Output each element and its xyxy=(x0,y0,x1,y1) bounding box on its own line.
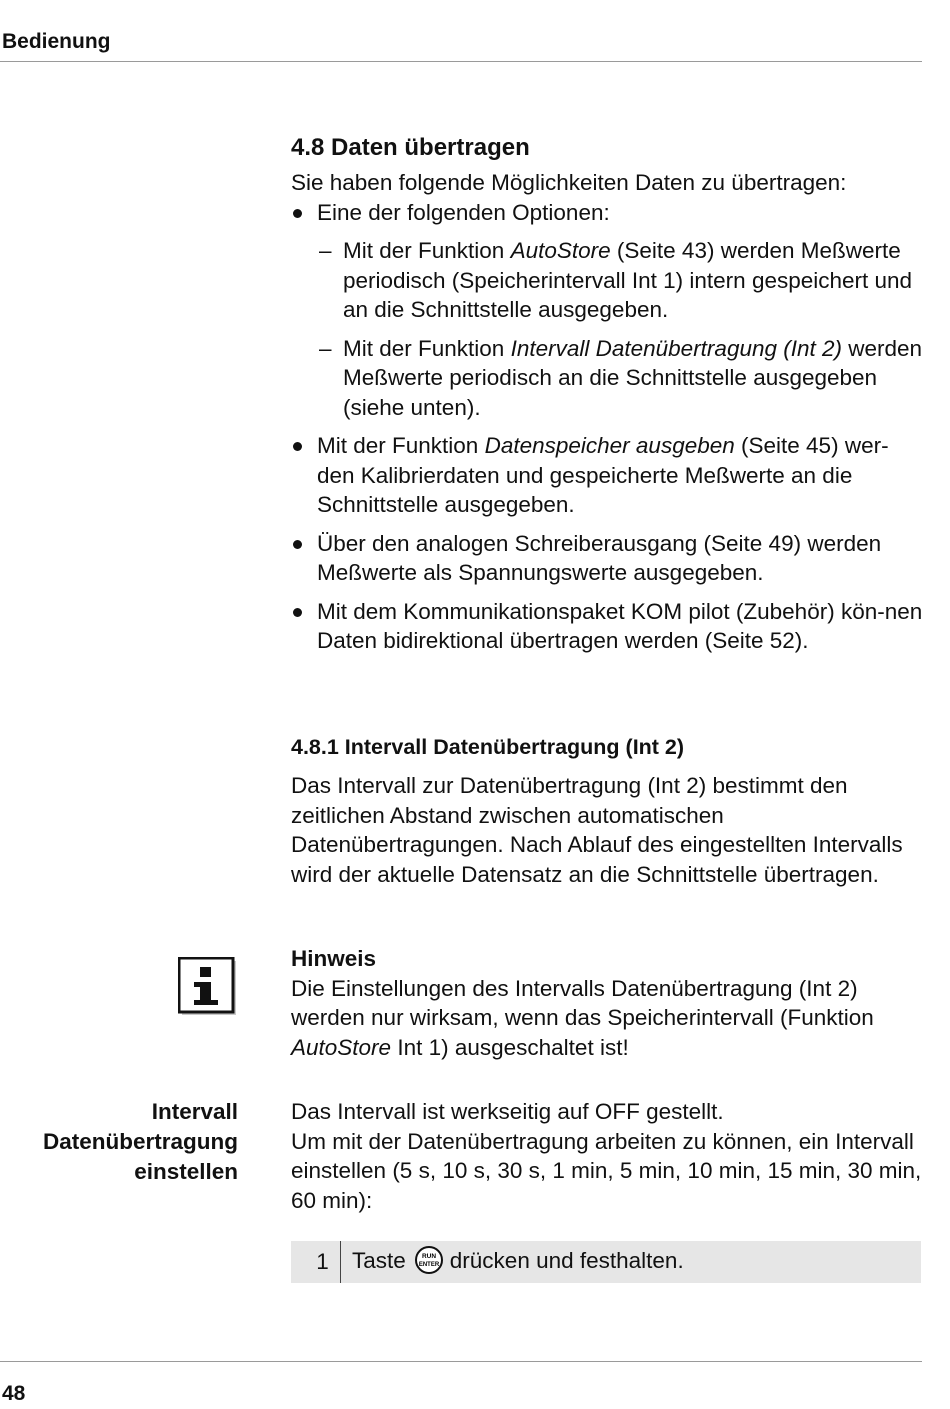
step-text-pre: Taste xyxy=(352,1248,406,1273)
run-enter-key-icon xyxy=(414,1245,444,1275)
list-item: Eine der folgenden Optionen: xyxy=(291,198,923,228)
note-text xyxy=(291,974,923,1063)
setting-line: Das Intervall ist werkseitig auf OFF gestellt. xyxy=(291,1099,724,1124)
section-4-8-1 xyxy=(291,732,923,889)
section-heading: 4.8 Daten übertragen xyxy=(291,134,530,161)
key-label-top: RUN xyxy=(421,1253,436,1261)
list-item: Mit dem Kommunikationspaket KOM pilot (Zubehör) kön-nen Daten bidirektional übertragen werden (Seite 52). xyxy=(291,597,923,656)
text: werden Meßwerte periodisch an die Schnittstelle ausgegeben (siehe unten). xyxy=(343,335,923,420)
list-item xyxy=(291,236,923,325)
emphasis: Datenspeicher ausgeben xyxy=(484,433,735,458)
step-number: 1 xyxy=(291,1241,341,1283)
text: (Seite 43) werden Meßwerte periodisch (Speicherintervall Int 1) intern gespeichert und an die Schnittstelle ausgegeben. xyxy=(343,238,913,322)
text: Mit der Funktion xyxy=(343,335,511,361)
setting-line: Um mit der Datenübertragung arbeiten zu können, ein Intervall einstellen (5 s, 10 s, 30 s, 1 min, 5 min, 10 min, 15 min, 30 min, 60 min): xyxy=(291,1128,922,1213)
body-paragraph: Das Intervall zur Datenübertragung (Int 2) bestimmt den zeitlichen Abstand zwischen automatischen Datenübertragungen. Nach Ablauf des eingestellten Intervalls wird der aktuelle Datensatz an die Schnittstelle übertragen. xyxy=(291,773,903,887)
text: Mit der Funktion xyxy=(343,238,511,263)
note-block xyxy=(291,944,923,1062)
list-item: Über den analogen Schreiberausgang (Seite 49) werden Meßwerte als Spannungswerte ausgegeben. xyxy=(291,529,923,588)
side-heading-line: Intervall xyxy=(151,1099,238,1124)
info-icon xyxy=(178,957,238,1017)
step-text xyxy=(352,1241,684,1283)
header-rule xyxy=(0,61,922,62)
running-header: Bedienung xyxy=(2,30,111,53)
emphasis: AutoStore xyxy=(291,1034,392,1060)
intro-paragraph: Sie haben folgende Möglichkeiten Daten zu übertragen: xyxy=(291,170,847,195)
key-label-bottom: ENTER xyxy=(418,1262,439,1269)
text: Mit der Funktion xyxy=(317,433,485,458)
list-item xyxy=(291,431,923,520)
text: (Seite 45) wer-den Kalibrierdaten und gespeicherte Meßwerte an die Schnittstelle ausgegeben. xyxy=(317,433,889,517)
side-heading xyxy=(0,1097,238,1187)
step-text-post: drücken und festhalten. xyxy=(449,1248,684,1273)
section-4-8 xyxy=(291,133,923,656)
side-heading-line: Datenübertragung xyxy=(42,1129,238,1154)
text: Die Einstellungen des Intervalls Datenübertragung (Int 2) werden nur wirksam, wenn das Speicherintervall (Funktion xyxy=(291,975,874,1030)
subsection-heading: 4.8.1 Intervall Datenübertragung (Int 2) xyxy=(291,735,685,759)
emphasis: AutoStore xyxy=(510,238,611,263)
note-title: Hinweis xyxy=(291,946,377,971)
emphasis: Intervall Datenübertragung (Int 2) xyxy=(510,335,843,361)
step-row xyxy=(291,1241,921,1283)
list-item xyxy=(291,334,923,423)
page-number: 48 xyxy=(2,1382,26,1405)
footer-rule xyxy=(0,1361,922,1362)
setting-paragraph xyxy=(291,1097,923,1215)
text: Int 1) ausgeschaltet ist! xyxy=(391,1034,629,1060)
side-heading-line: einstellen xyxy=(134,1159,238,1184)
